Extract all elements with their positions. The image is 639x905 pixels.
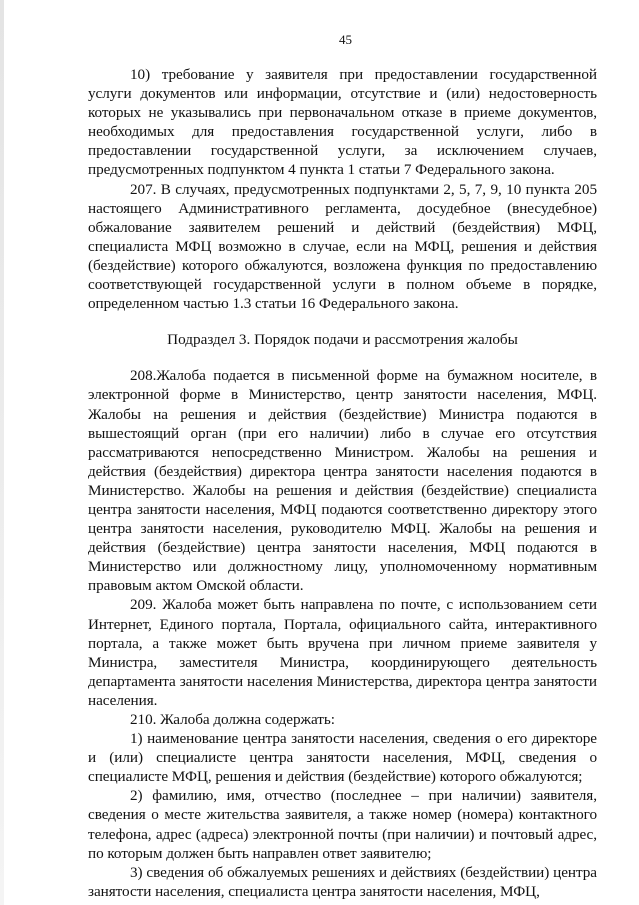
paragraph-210-item-2: 2) фамилию, имя, отчество (последнее – при наличии) заявителя, сведения о месте жительства заявителя, а также номер (номера) контактного телефона, адрес (адреса) электронной почты (при наличии) и почтовый адрес, по которым должен быть направлен ответ заявителю; [88, 787, 597, 862]
paragraph-210-item-3: 3) сведения об обжалуемых решениях и действиях (бездействии) центра занятости населения, специалиста центра занятости населения, МФЦ, [88, 863, 597, 900]
paragraph-210: 210. Жалоба должна содержать: [130, 711, 335, 728]
paragraph-208: 208.Жалоба подается в письменной форме на бумажном носителе, в электронной форме в Министерство, центр занятости населения, МФЦ. Жалобы на решения и действия (бездействие) Министра подаются в вышестоящий орган (при его наличии) либо в случае его отсутствия рассматриваются непосредственно Министром. Жалобы на решения и действия (бездействия) директора центра занятости населения подаются в Министерство. Жалобы на решения и действия (бездействие) специалиста центра занятости населения, МФЦ подаются соответственно директору этого центра занятости населения, руководителю МФЦ. Жалобы на решения и действия (бездействие) центра занятости населения, МФЦ подаются в Министерство или должностному лицу, уполномоченному нормативным правовым актом Омской области. [88, 367, 597, 595]
paragraph-207: 207. В случаях, предусмотренных подпунктами 2, 5, 7, 9, 10 пункта 205 настоящего Административного регламента, досудебное (внесудебное) обжалование заявителем решений и действий (бездействия) МФЦ, специалиста МФЦ возможно в случае, если на МФЦ, решения и действия (бездействие) которого обжалуются, возложена функция по предоставлению соответствующей государственной услуги в полном объеме в порядке, определенном частью 1.3 статьи 16 Федерального закона. [88, 180, 597, 313]
page-number: 45 [339, 32, 352, 47]
paragraph-209: 209. Жалоба может быть направлена по почте, с использованием сети Интернет, Единого портала, Портала, официального сайта, интерактивного портала, а также может быть вручена при личном приеме заявителя у Министра, заместителя Министра, координирующего деятельность департамента занятости населения Министерства, директора центра занятости населения. [88, 596, 597, 709]
paragraph-210-item-1: 1) наименование центра занятости населения, сведения о его директоре и (или) специалисте центра занятости населения, МФЦ, сведения о специалисте МФЦ, решения и действия (бездействие) которого обжалуются; [88, 730, 597, 786]
subsection-title: Подраздел 3. Порядок подачи и рассмотрения жалобы [167, 331, 518, 349]
paragraph-item-10: 10) требование у заявителя при предоставлении государственной услуги документов или информации, отсутствие и (или) недостоверность которых не указывались при первоначальном отказе в приеме документов, необходимых для предоставления государственной услуги, либо в предоставлении государственной услуги, за исключением случаев, предусмотренных подпунктом 4 пункта 1 статьи 7 Федерального закона. [88, 66, 597, 179]
scan-edge-shadow [0, 0, 4, 905]
